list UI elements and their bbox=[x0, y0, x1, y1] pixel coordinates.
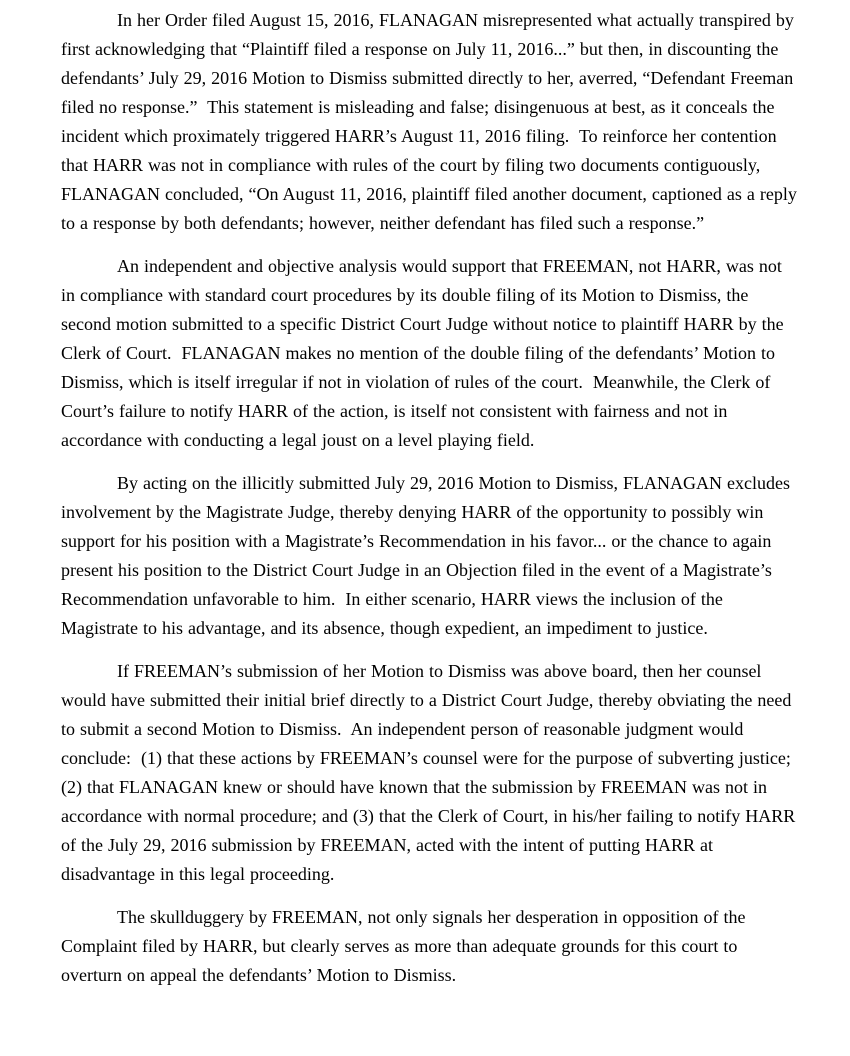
paragraph-skullduggery-conclusion: The skullduggery by FREEMAN, not only signals her desperation in opposition of the Complaint filed by HARR, but clearly serves as more than adequate grounds for this court to overturn on appeal the defendants’ Motion to Dismiss. bbox=[61, 907, 751, 985]
paragraph-reasonable-judgment-conclusions: If FREEMAN’s submission of her Motion to Dismiss was above board, then her counsel would have submitted their initial brief directly to a District Court Judge, thereby obviating the need to submit a second Motion to Dismiss. An independent person of reasonable judgment would conclude: (1) that these actions by FREEMAN’s counsel were for the purpose of subverting justice; (2) that FLANAGAN knew or should have known that the submission by FREEMAN was not in accordance with normal procedure; and (3) that the Clerk of Court, in his/her failing to notify HARR of the July 29, 2016 submission by FREEMAN, acted with the intent of putting HARR at disadvantage in this legal proceeding. bbox=[61, 661, 801, 884]
paragraph-magistrate-exclusion: By acting on the illicitly submitted July 29, 2016 Motion to Dismiss, FLANAGAN excludes involvement by the Magistrate Judge, thereby denying HARR of the opportunity to possibly win support for his position with a Magistrate’s Recommendation in his favor... or the chance to again present his position to the District Court Judge in an Objection filed in the event of a Magistrate’s Recommendation unfavorable to him. In either scenario, HARR views the inclusion of the Magistrate to his advantage, and its absence, though expedient, an impediment to justice. bbox=[61, 473, 795, 638]
paragraph-independent-analysis: An independent and objective analysis would support that FREEMAN, not HARR, was not in compliance with standard court procedures by its double filing of its Motion to Dismiss, the second motion submitted to a specific District Court Judge without notice to plaintiff HARR by the Clerk of Court. FLANAGAN makes no mention of the double filing of the defendants’ Motion to Dismiss, which is itself irregular if not in violation of rules of the court. Meanwhile, the Clerk of Court’s failure to notify HARR of the action, is itself not consistent with fairness and not in accordance with conducting a legal joust on a level playing field. bbox=[61, 256, 789, 450]
paragraph-order-misrepresentation: In her Order filed August 15, 2016, FLANAGAN misrepresented what actually transpired by first acknowledging that “Plaintiff filed a response on July 11, 2016...” but then, in discounting the defendants’ July 29, 2016 Motion to Dismiss submitted directly to her, averred, “Defendant Freeman filed no response.” This statement is misleading and false; disingenuous at best, as it conceals the incident which proximately triggered HARR’s August 11, 2016 filing. To reinforce her contention that HARR was not in compliance with rules of the court by filing two documents contiguously, FLANAGAN concluded, “On August 11, 2016, plaintiff filed another document, captioned as a reply to a response by both defendants; however, neither defendant has filed such a response.” bbox=[61, 10, 802, 233]
